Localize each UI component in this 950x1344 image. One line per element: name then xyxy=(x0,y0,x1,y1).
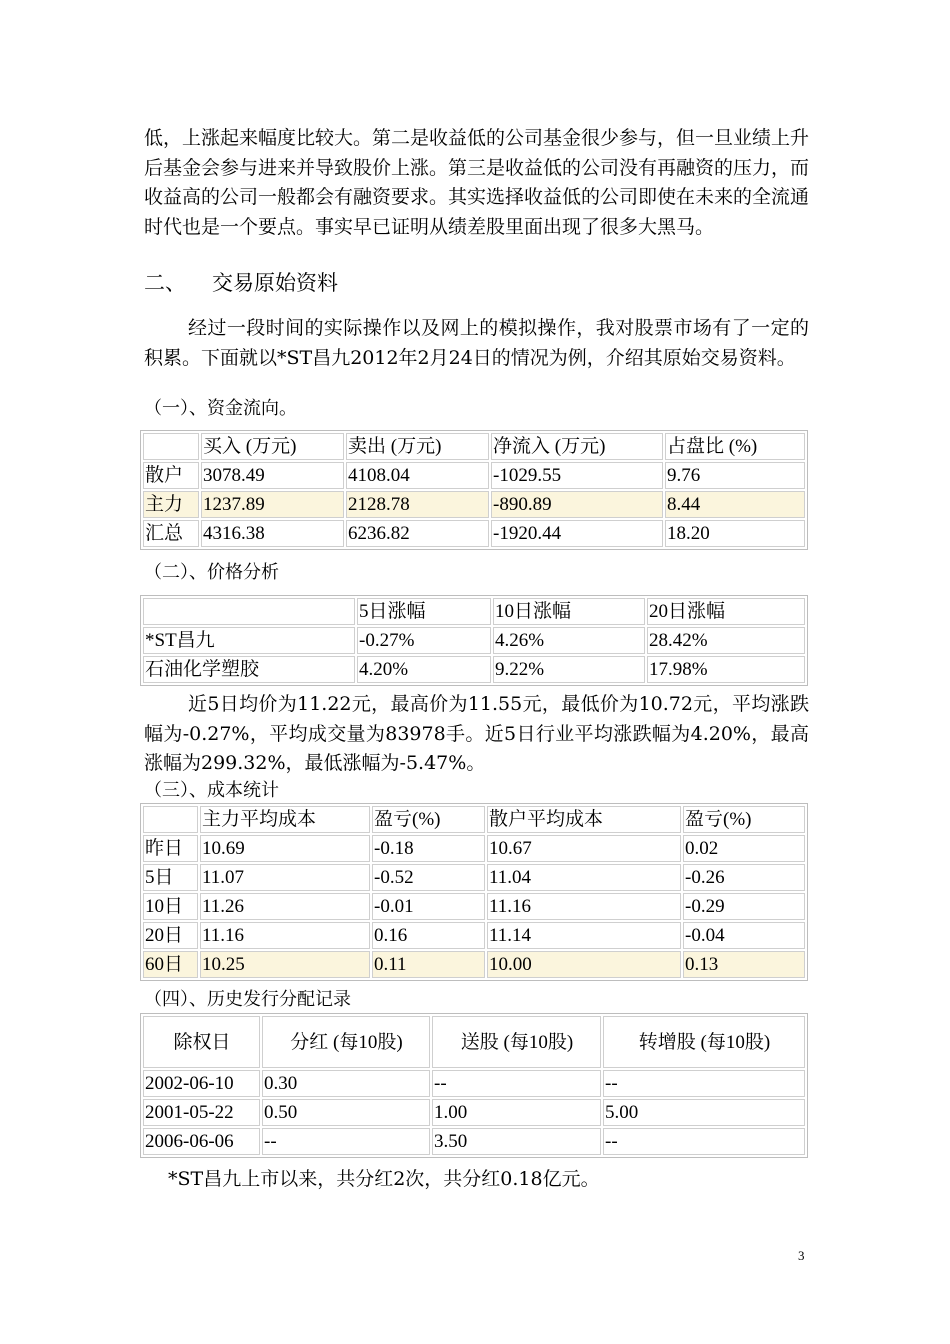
table-cell: -0.29 xyxy=(683,893,805,920)
table-cell: 主力 xyxy=(143,491,199,518)
table-cell: 28.42% xyxy=(647,627,805,654)
table-cell: 6236.82 xyxy=(346,520,489,547)
table-header-row xyxy=(143,806,805,833)
table-row xyxy=(143,835,805,862)
table-header-cell: 占盘比 (%) xyxy=(665,433,805,460)
table-header-cell: 20日涨幅 xyxy=(647,598,805,625)
table-header-cell xyxy=(143,806,198,833)
table-cell: 2002-06-10 xyxy=(143,1070,260,1097)
table-header-cell: 盈亏(%) xyxy=(683,806,805,833)
table-cell: 10日 xyxy=(143,893,198,920)
table-cell: 11.04 xyxy=(487,864,681,891)
table-cell: -- xyxy=(432,1070,601,1097)
table-cell: -0.18 xyxy=(372,835,485,862)
table-cell: -1920.44 xyxy=(491,520,663,547)
table-header-cell: 散户平均成本 xyxy=(487,806,681,833)
cost-stats-title: （三）、成本统计 xyxy=(144,780,279,801)
table-cell: 散户 xyxy=(143,462,199,489)
table-cell: -1029.55 xyxy=(491,462,663,489)
table-cell: 2001-05-22 xyxy=(143,1099,260,1126)
table-cell: -0.26 xyxy=(683,864,805,891)
table-cell: -- xyxy=(603,1128,805,1155)
table-header-cell: 5日涨幅 xyxy=(357,598,491,625)
table-cell: -0.01 xyxy=(372,893,485,920)
table-cell: 0.50 xyxy=(262,1099,430,1126)
table-row xyxy=(143,893,805,920)
section-paragraph: 经过一段时间的实际操作以及网上的模拟操作，我对股票市场有了一定的积累。下面就以*ST昌九2012年2月24日的情况为例，介绍其原始交易资料。 xyxy=(144,317,809,369)
table-cell: 汇总 xyxy=(143,520,199,547)
table-cell: 11.16 xyxy=(487,893,681,920)
table-header-cell: 分红 (每10股) xyxy=(262,1016,430,1068)
table-header-cell: 买入 (万元) xyxy=(201,433,344,460)
table-header-cell: 净流入 (万元) xyxy=(491,433,663,460)
fund-flow-title: （一）、资金流向。 xyxy=(144,398,297,419)
table-header-cell xyxy=(143,433,199,460)
table-row xyxy=(143,1070,805,1097)
table-cell: 昨日 xyxy=(143,835,198,862)
table-row xyxy=(143,520,805,547)
table-cell: 3078.49 xyxy=(201,462,344,489)
table-cell: 0.11 xyxy=(372,951,485,978)
price-analysis-table xyxy=(140,595,808,686)
table-header-row xyxy=(143,1016,805,1068)
table-cell: 11.07 xyxy=(200,864,370,891)
table-cell: -0.04 xyxy=(683,922,805,949)
dividend-history-table xyxy=(140,1013,808,1158)
table-cell: 10.25 xyxy=(200,951,370,978)
table-cell: 1.00 xyxy=(432,1099,601,1126)
table-cell: *ST昌九 xyxy=(143,627,355,654)
table-header-cell xyxy=(143,598,355,625)
table-cell: 8.44 xyxy=(665,491,805,518)
table-cell: 10.69 xyxy=(200,835,370,862)
table-cell: 11.14 xyxy=(487,922,681,949)
table-header-cell: 主力平均成本 xyxy=(200,806,370,833)
table-cell: 10.67 xyxy=(487,835,681,862)
table-cell: 2006-06-06 xyxy=(143,1128,260,1155)
table-cell: 20日 xyxy=(143,922,198,949)
table-header-row xyxy=(143,433,805,460)
dividend-history-title: （四）、历史发行分配记录 xyxy=(144,989,351,1010)
table-cell: -0.27% xyxy=(357,627,491,654)
table-row xyxy=(143,1099,805,1126)
table-cell: 2128.78 xyxy=(346,491,489,518)
table-cell: 3.50 xyxy=(432,1128,601,1155)
cost-stats-table xyxy=(140,803,808,981)
table-cell: 9.76 xyxy=(665,462,805,489)
price-analysis-title: （二）、价格分析 xyxy=(144,562,279,583)
table-cell: -0.52 xyxy=(372,864,485,891)
table-cell: 4316.38 xyxy=(201,520,344,547)
page-number: 3 xyxy=(798,1248,805,1263)
table-cell: 18.20 xyxy=(665,520,805,547)
table-row xyxy=(143,627,805,654)
table-cell: 11.26 xyxy=(200,893,370,920)
section-number: 二、 xyxy=(144,271,186,295)
table-cell: 60日 xyxy=(143,951,198,978)
table-cell: 0.30 xyxy=(262,1070,430,1097)
table-cell: 0.13 xyxy=(683,951,805,978)
table-header-cell: 卖出 (万元) xyxy=(346,433,489,460)
table-cell: 0.16 xyxy=(372,922,485,949)
table-cell: 17.98% xyxy=(647,656,805,683)
table-cell: -890.89 xyxy=(491,491,663,518)
table-row xyxy=(143,462,805,489)
table-cell: 1237.89 xyxy=(201,491,344,518)
table-cell: 9.22% xyxy=(493,656,645,683)
table-header-cell: 10日涨幅 xyxy=(493,598,645,625)
table-header-cell: 盈亏(%) xyxy=(372,806,485,833)
fund-flow-table xyxy=(140,430,808,550)
table-row xyxy=(143,922,805,949)
table-header-cell: 转增股 (每10股) xyxy=(603,1016,805,1068)
table-row xyxy=(143,1128,805,1155)
table-cell: 10.00 xyxy=(487,951,681,978)
table-header-cell: 送股 (每10股) xyxy=(432,1016,601,1068)
table-row xyxy=(143,864,805,891)
section-title: 交易原始资料 xyxy=(212,271,338,295)
table-row xyxy=(143,656,805,683)
section-heading xyxy=(144,268,338,298)
table-cell: 11.16 xyxy=(200,922,370,949)
table-row xyxy=(143,951,805,978)
table-cell: 4108.04 xyxy=(346,462,489,489)
table-cell: -- xyxy=(603,1070,805,1097)
table-header-cell: 除权日 xyxy=(143,1016,260,1068)
table-cell: 4.20% xyxy=(357,656,491,683)
table-header-row xyxy=(143,598,805,625)
price-analysis-note: 近5日均价为11.22元，最高价为11.55元，最低价为10.72元，平均涨跌幅为-0.27%，平均成交量为83978手。近5日行业平均涨跌幅为4.20%，最高涨幅为299.32%，最低涨幅为-5.47%。 xyxy=(144,693,809,774)
dividend-history-note: *ST昌九上市以来，共分红2次，共分红0.18亿元。 xyxy=(168,1168,600,1190)
table-cell: 5日 xyxy=(143,864,198,891)
table-cell: 4.26% xyxy=(493,627,645,654)
table-cell: 0.02 xyxy=(683,835,805,862)
table-cell: 5.00 xyxy=(603,1099,805,1126)
table-cell: -- xyxy=(262,1128,430,1155)
table-cell: 石油化学塑胶 xyxy=(143,656,355,683)
table-row xyxy=(143,491,805,518)
intro-paragraph: 低，上涨起来幅度比较大。第二是收益低的公司基金很少参与，但一旦业绩上升后基金会参与进来并导致股价上涨。第三是收益低的公司没有再融资的压力，而收益高的公司一般都会有融资要求。其实选择收益低的公司即使在未来的全流通时代也是一个要点。事实早已证明从绩差股里面出现了很多大黑马。 xyxy=(144,127,810,238)
